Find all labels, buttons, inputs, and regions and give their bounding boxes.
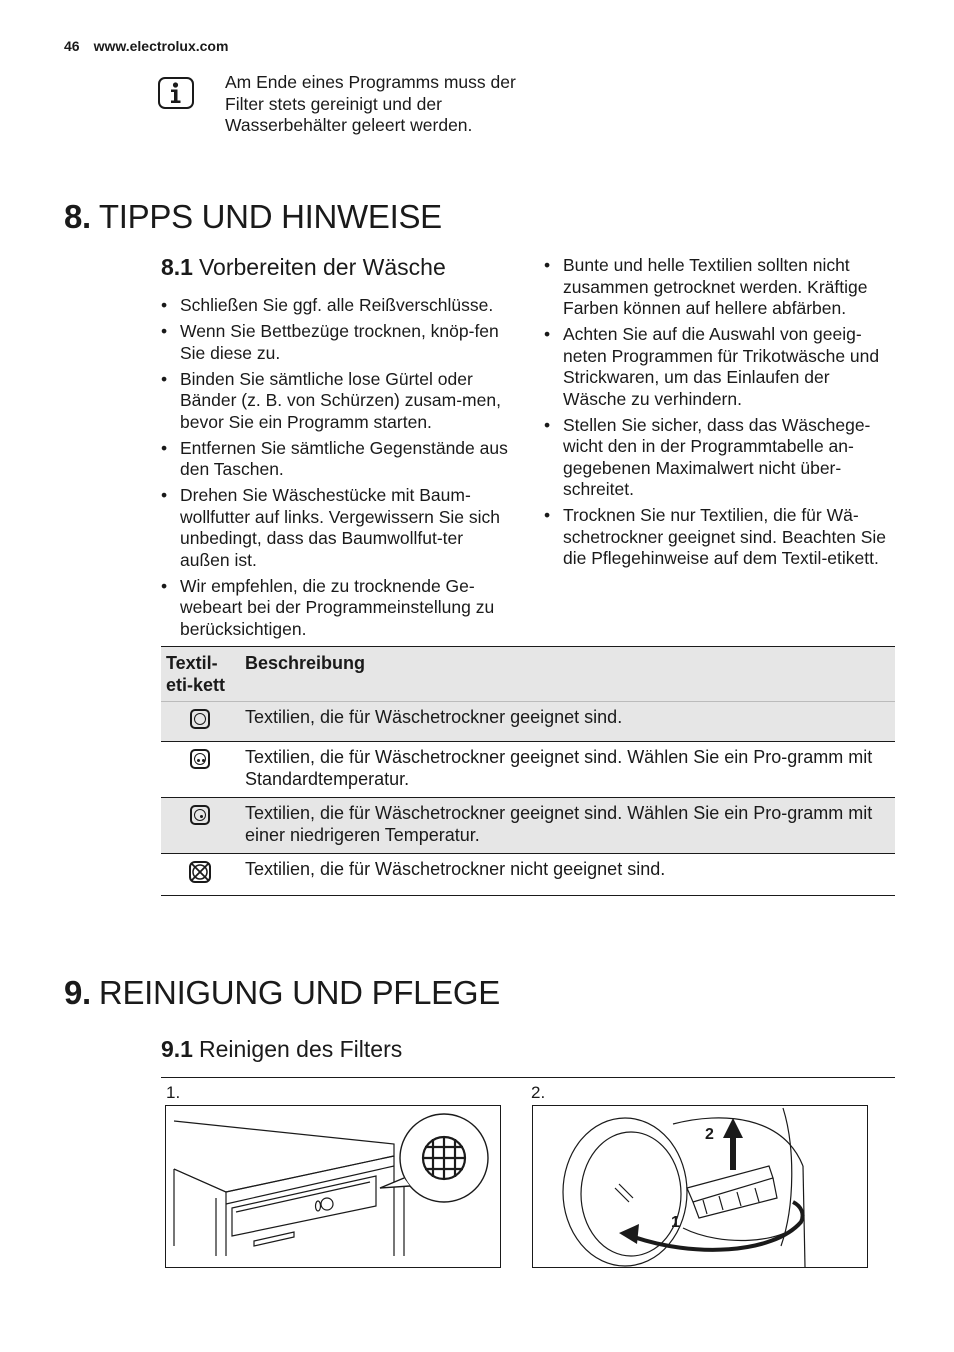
figure-1-dryer-filter-location bbox=[165, 1105, 501, 1268]
list-item: • Achten Sie auf die Auswahl von geeig-neten Programmen für Trikotwäsche und Strickwaren, um das Einlaufen der Wäsche zu verhindern. bbox=[544, 324, 894, 410]
subsection-9-1-heading bbox=[161, 1036, 402, 1063]
row-description: Textilien, die für Wäschetrockner geeignet sind. Wählen Sie ein Pro-gramm mit einer niedrigeren Temperatur. bbox=[240, 798, 895, 854]
section-8-heading bbox=[64, 198, 442, 236]
row-description: Textilien, die für Wäschetrockner geeignet sind. Wählen Sie ein Pro-gramm mit Standardtemperatur. bbox=[245, 747, 873, 789]
subsection-8-1-heading bbox=[161, 254, 446, 281]
callout-1: 1 bbox=[671, 1214, 680, 1231]
bullet-list-left bbox=[161, 295, 509, 645]
row-description: Textilien, die für Wäschetrockner nicht geeignet sind. bbox=[245, 859, 666, 879]
section-number: 8. bbox=[64, 198, 91, 235]
table-row bbox=[161, 742, 895, 798]
figure-label: 2. bbox=[531, 1083, 546, 1102]
list-item: • Bunte und helle Textilien sollten nicht zusammen getrocknet werden. Kräftige Farben können auf hellere abfärben. bbox=[544, 255, 894, 320]
care-label-table bbox=[161, 646, 895, 896]
header-symbol: Textil-eti-kett bbox=[161, 647, 240, 702]
header-description: Beschreibung bbox=[240, 647, 895, 702]
list-item: • Schließen Sie ggf. alle Reißverschlüsse. bbox=[161, 295, 509, 317]
list-item: • Stellen Sie sicher, dass das Wäschege-wicht den in der Programmtabelle an-gegebenen Maximalwert nicht über-schreitet. bbox=[544, 415, 894, 501]
table-row bbox=[161, 798, 895, 854]
list-item: • Drehen Sie Wäschestücke mit Baum-wollfutter auf links. Vergewissern Sie sich unbedingt, dass das Baumwollfut-ter außen ist. bbox=[161, 485, 509, 571]
table-header-row bbox=[161, 647, 895, 702]
list-item: • Binden Sie sämtliche lose Gürtel oder Bänder (z. B. von Schürzen) zusam-men, bevor Sie ein Programm starten. bbox=[161, 369, 509, 434]
page-header bbox=[64, 38, 242, 54]
list-item: • Trocknen Sie nur Textilien, die für Wä-schetrockner geeignet sind. Beachten Sie die Pflegehinweise auf dem Textil-etikett. bbox=[544, 505, 894, 570]
website-link[interactable]: www.electrolux.com bbox=[93, 38, 229, 54]
list-item: • Wir empfehlen, die zu trocknende Ge-webeart bei der Programmeinstellung zu berücksichtigen. bbox=[161, 576, 509, 641]
figure-label: 1. bbox=[166, 1083, 181, 1102]
subsection-number: 8.1 bbox=[161, 254, 193, 280]
do-not-tumble-dry-icon bbox=[161, 854, 240, 896]
section-title: TIPPS UND HINWEISE bbox=[98, 198, 442, 235]
callout-2: 2 bbox=[705, 1126, 714, 1143]
table-row bbox=[161, 854, 895, 896]
section-title: REINIGUNG UND PFLEGE bbox=[98, 974, 500, 1011]
section-number: 9. bbox=[64, 974, 91, 1011]
subsection-title: Reinigen des Filters bbox=[198, 1036, 403, 1062]
note-text: Am Ende eines Programms muss der Filter stets gereinigt und der Wasserbehälter geleert werden. bbox=[225, 72, 516, 135]
info-icon bbox=[158, 77, 194, 109]
section-9-heading bbox=[64, 974, 500, 1012]
row-description: Textilien, die für Wäschetrockner geeignet sind. bbox=[240, 702, 895, 742]
list-item: • Wenn Sie Bettbezüge trocknen, knöp-fen Sie diese zu. bbox=[161, 321, 509, 364]
subsection-title: Vorbereiten der Wäsche bbox=[198, 254, 446, 280]
tumble-dry-normal-icon bbox=[161, 742, 240, 798]
tumble-dry-low-icon bbox=[161, 798, 240, 854]
tumble-dry-icon bbox=[161, 702, 240, 742]
table-row bbox=[161, 702, 895, 742]
subsection-number: 9.1 bbox=[161, 1036, 193, 1062]
list-item: • Entfernen Sie sämtliche Gegenstände aus den Taschen. bbox=[161, 438, 509, 481]
page-number: 46 bbox=[64, 38, 80, 54]
bullet-list-right bbox=[544, 255, 894, 574]
figure-2-remove-filter bbox=[532, 1105, 868, 1268]
figure-divider bbox=[161, 1077, 895, 1078]
